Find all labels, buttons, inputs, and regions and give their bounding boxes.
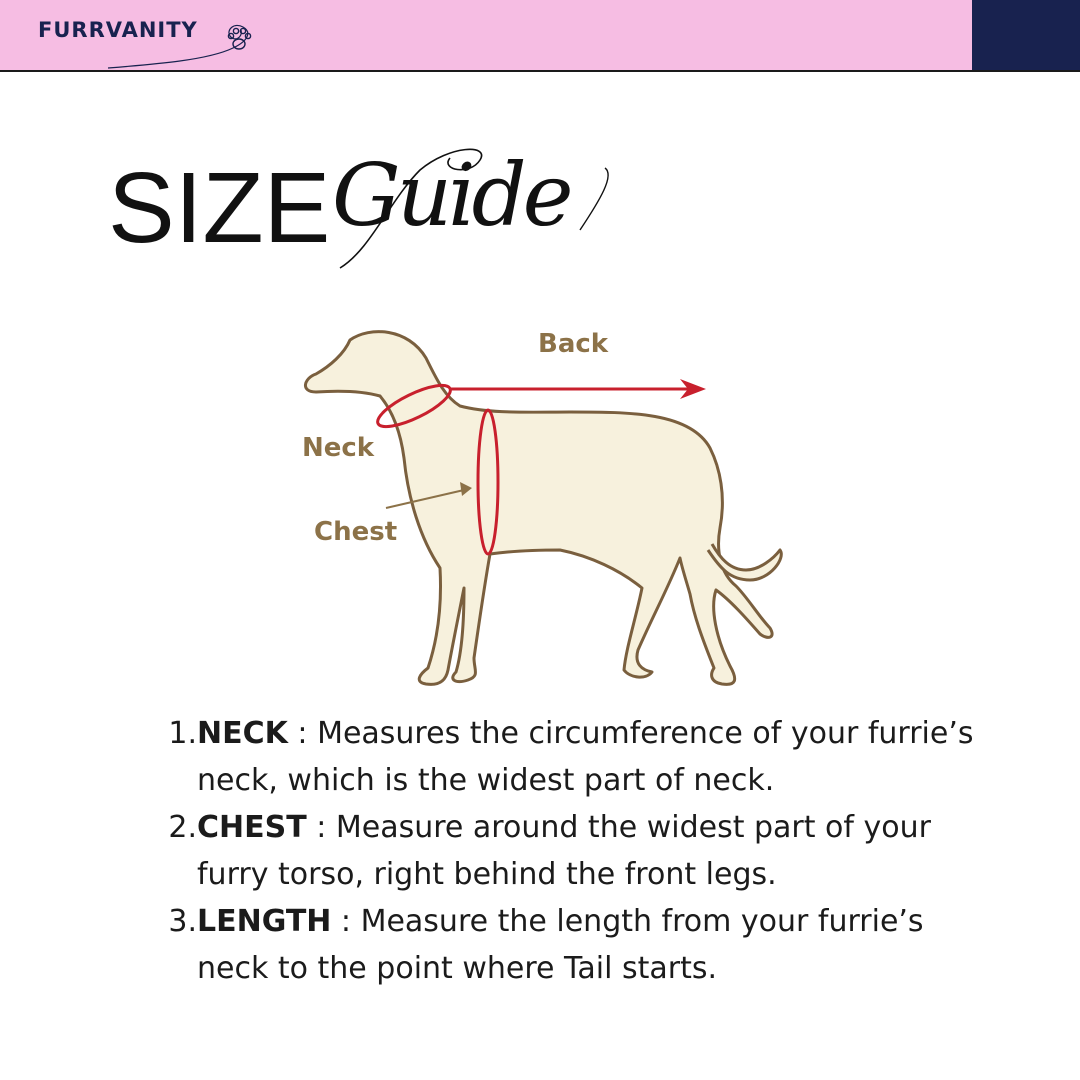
instruction-item-neck <box>160 710 980 804</box>
label-neck: Neck <box>302 433 375 463</box>
item-separator: : <box>331 904 361 939</box>
page-title <box>108 140 668 280</box>
brand-name: FURRVANITY <box>38 18 198 42</box>
item-number: 1. <box>168 716 197 751</box>
item-number: 3. <box>168 904 197 939</box>
dog-measurement-diagram <box>290 318 800 698</box>
instruction-item-length <box>160 898 980 992</box>
title-guide-word: Guide <box>332 146 570 246</box>
label-back: Back <box>538 329 609 359</box>
item-text: Measure around the widest part of your furry torso, right behind the front legs. <box>197 810 931 892</box>
header-accent-block <box>972 0 1080 70</box>
item-text: Measure the length from your furrie’s neck to the point where Tail starts. <box>197 904 924 986</box>
item-number: 2. <box>168 810 197 845</box>
instruction-item-chest <box>160 804 980 898</box>
item-term: CHEST <box>197 810 307 845</box>
brand-logo[interactable] <box>38 14 268 72</box>
label-chest: Chest <box>314 517 398 547</box>
title-size-word: SIZE <box>108 152 331 264</box>
header-bar <box>0 0 1080 72</box>
item-text: Measures the circumference of your furrie’s neck, which is the widest part of neck. <box>197 716 974 798</box>
dog-silhouette <box>305 332 772 685</box>
item-separator: : <box>306 810 336 845</box>
measurement-instructions <box>160 710 980 992</box>
item-term: LENGTH <box>197 904 332 939</box>
item-term: NECK <box>197 716 288 751</box>
item-separator: : <box>287 716 318 751</box>
script-flourish <box>330 140 660 280</box>
paw-icon <box>224 24 254 54</box>
